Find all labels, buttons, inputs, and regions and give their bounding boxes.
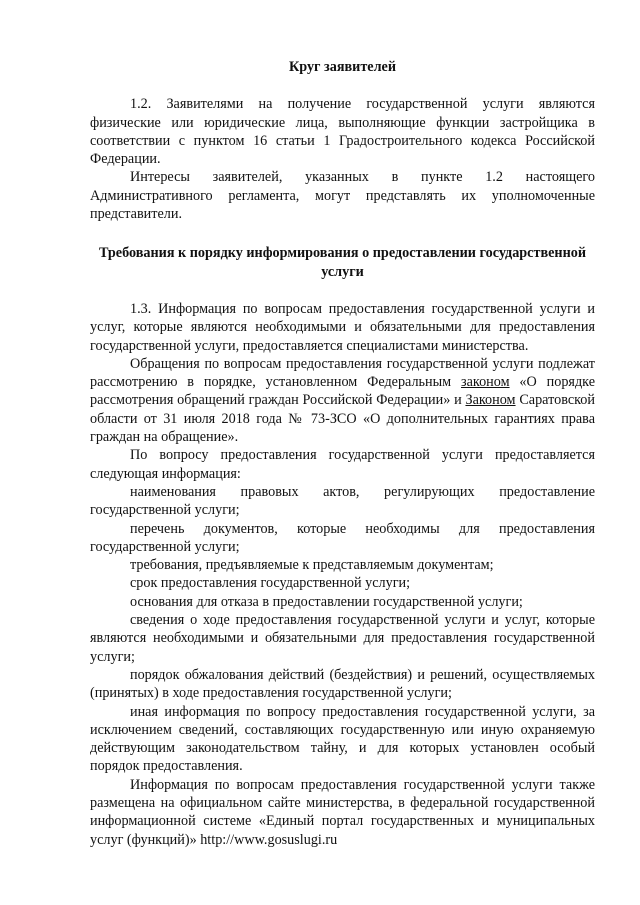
paragraph-appeals-text-1: Обращения по вопросам предоставления государственной услуги подлежат рассмотрению в порядке, установленном Федеральным [90, 355, 595, 391]
paragraph-representatives: Интересы заявителей, указанных в пункте 1.2 настоящего Административного регламента, могут представлять их уполномоченные представители. [90, 169, 595, 223]
list-item: наименования правовых актов, регулирующих предоставление государственной услуги; [90, 483, 595, 519]
list-item: иная информация по вопросу предоставления государственной услуги, за исключением сведений, составляющих государственную или иную охраняемую действующим законодательством тайну, и для которых установлен особый порядок предоставления. [90, 703, 595, 775]
document-page [90, 58, 595, 849]
section-title-informing: Требования к порядку информирования о предоставлении государственной услуги [98, 245, 587, 280]
list-item: перечень документов, которые необходимы для предоставления государственной услуги; [90, 520, 595, 555]
list-item: сведения о ходе предоставления государственной услуги и услуг, которые являются необходимыми и обязательными для предоставления государственной услуги; [90, 612, 595, 665]
regional-law-link[interactable]: Законом [465, 392, 516, 409]
paragraph-1-3: 1.3. Информация по вопросам предоставления государственной услуги и услуг, которые являются необходимыми и обязательными для предоставления государственной услуги, предоставляется специалистами министерства. [90, 300, 595, 354]
paragraph-info-intro: По вопросу предоставления государственной услуги предоставляется следующая информация: [90, 447, 595, 482]
list-item: основания для отказа в предоставлении государственной услуги; [130, 593, 523, 610]
paragraph-website-info: Информация по вопросам предоставления государственной услуги также размещена на официальном сайте министерства, в федеральной государственной информационной системе «Единый портал государственных и муниципальных услуг (функций)» http://www.gosuslugi.ru [90, 776, 595, 848]
list-item: порядок обжалования действий (бездействия) и решений, осуществляемых (принятых) в ходе предоставления государственной услуги; [90, 666, 595, 702]
paragraph-1-2: 1.2. Заявителями на получение государственной услуги являются физические или юридические лица, выполняющие функции застройщика в соответствии с пунктом 16 статьи 1 Градостроительного кодекса Российской Федерации. [90, 96, 595, 168]
list-item: срок предоставления государственной услуги; [130, 575, 411, 592]
paragraph-appeals-text-2: «О порядке рассмотрения обращений граждан Российской Федерации» и [90, 374, 595, 409]
section-title-applicants: Круг заявителей [288, 59, 397, 75]
list-item: требования, предъявляемые к представляемым документам; [130, 557, 494, 574]
federal-law-link[interactable]: законом [461, 374, 510, 391]
paragraph-appeals-text-3: Саратовской области от 31 июля 2018 года № 73-ЗСО «О дополнительных гарантиях права граждан на обращение». [90, 392, 595, 446]
paragraph-appeals [90, 355, 595, 446]
